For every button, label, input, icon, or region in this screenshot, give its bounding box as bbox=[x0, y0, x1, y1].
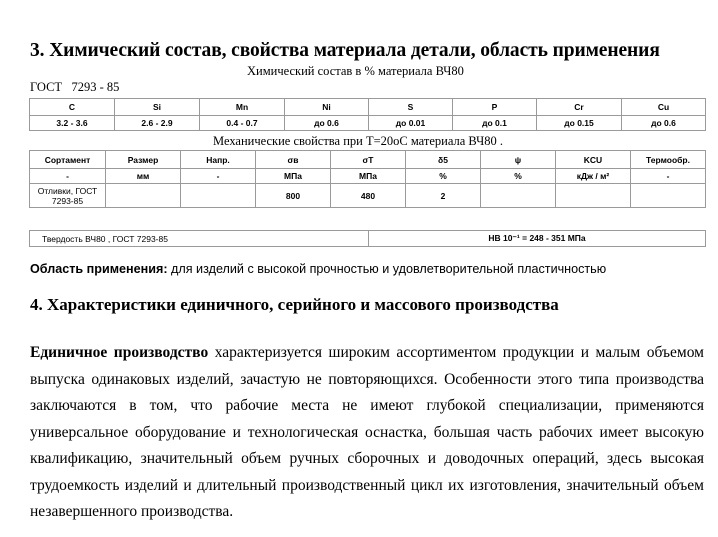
mech-caption: Механические свойства при Т=20оС материала ВЧ80 . bbox=[213, 134, 504, 148]
mech-value-heat-treatment bbox=[631, 184, 706, 208]
mech-unit-psi: % bbox=[481, 169, 556, 184]
chem-header-mn: Mn bbox=[200, 99, 285, 116]
chem-value-ni: до 0.6 bbox=[285, 116, 369, 131]
chem-header-ni: Ni bbox=[285, 99, 369, 116]
chem-header-p: P bbox=[453, 99, 537, 116]
section-3-heading: 3. Химический состав, свойства материала детали, область применения bbox=[30, 40, 660, 61]
chem-value-si: 2.6 - 2.9 bbox=[115, 116, 200, 131]
chem-header-c: C bbox=[30, 99, 115, 116]
mech-value-delta5: 2 bbox=[406, 184, 481, 208]
mech-value-sortament: Отливки, ГОСТ 7293-85 bbox=[30, 184, 106, 208]
application-text: для изделий с высокой прочностью и удовлетворительной пластичностью bbox=[167, 262, 607, 276]
mechanical-properties-table bbox=[29, 150, 706, 208]
chem-value-cu: до 0.6 bbox=[622, 116, 706, 131]
gost-label: ГОСТ 7293 - 85 bbox=[30, 80, 120, 94]
chem-header-s: S bbox=[369, 99, 453, 116]
hardness-label: Твердость ВЧ80 , ГОСТ 7293-85 bbox=[30, 231, 369, 247]
mech-value-sigma-t: 480 bbox=[331, 184, 406, 208]
mech-header-sortament: Сортамент bbox=[30, 151, 106, 169]
mech-unit-sigma-t: МПа bbox=[331, 169, 406, 184]
mech-unit-kcu: кДж / м² bbox=[556, 169, 631, 184]
mech-unit-heat-treatment: - bbox=[631, 169, 706, 184]
chem-header-cr: Cr bbox=[537, 99, 622, 116]
paragraph-lead: Единичное производство bbox=[30, 344, 209, 361]
mech-value-psi bbox=[481, 184, 556, 208]
mech-value-sigma-b: 800 bbox=[256, 184, 331, 208]
chem-value-s: до 0.01 bbox=[369, 116, 453, 131]
mech-unit-sortament: - bbox=[30, 169, 106, 184]
hardness-table bbox=[29, 230, 706, 247]
mech-header-sigma-b: σв bbox=[256, 151, 331, 169]
mech-unit-size: мм bbox=[106, 169, 181, 184]
chem-value-cr: до 0.15 bbox=[537, 116, 622, 131]
mech-header-delta5: δ5 bbox=[406, 151, 481, 169]
chem-caption: Химический состав в % материала ВЧ80 bbox=[247, 64, 464, 78]
mech-header-heat-treatment: Термообр. bbox=[631, 151, 706, 169]
mech-value-size bbox=[106, 184, 181, 208]
mech-header-psi: ψ bbox=[481, 151, 556, 169]
chem-value-c: 3.2 - 3.6 bbox=[30, 116, 115, 131]
chem-header-si: Si bbox=[115, 99, 200, 116]
application-label: Область применения: bbox=[30, 262, 168, 276]
application-area bbox=[30, 262, 606, 276]
chemical-composition-table bbox=[29, 98, 706, 131]
mech-unit-sigma-b: МПа bbox=[256, 169, 331, 184]
chem-value-p: до 0.1 bbox=[453, 116, 537, 131]
mech-value-kcu bbox=[556, 184, 631, 208]
chem-header-cu: Cu bbox=[622, 99, 706, 116]
mech-unit-direction: - bbox=[181, 169, 256, 184]
mech-header-kcu: KCU bbox=[556, 151, 631, 169]
mech-unit-delta5: % bbox=[406, 169, 481, 184]
mech-header-sigma-t: σT bbox=[331, 151, 406, 169]
hardness-value: HB 10⁻¹ = 248 - 351 МПа bbox=[369, 231, 706, 247]
paragraph-text: характеризуется широким ассортиментом продукции и малым объемом выпуска одинаковых изделий, зачастую не повторяющихся. Особенности этого типа производства заключаются в том, что рабочие места не имеют глубокой специализации, применяются универсальное оборудование и технологическая оснастка, большая часть рабочих имеет высокую квалификацию, значительный объем ручных сборочных и доводочных операций, здесь высокая трудоемкость изделий и длительный производственный цикл их изготовления, значительный объем незавершенного производства. bbox=[30, 344, 704, 520]
chem-value-mn: 0.4 - 0.7 bbox=[200, 116, 285, 131]
section-4-heading: 4. Характеристики единичного, серийного и массового производства bbox=[30, 295, 559, 314]
mech-value-direction bbox=[181, 184, 256, 208]
body-paragraph bbox=[30, 340, 704, 526]
mech-header-direction: Напр. bbox=[181, 151, 256, 169]
mech-header-size: Размер bbox=[106, 151, 181, 169]
